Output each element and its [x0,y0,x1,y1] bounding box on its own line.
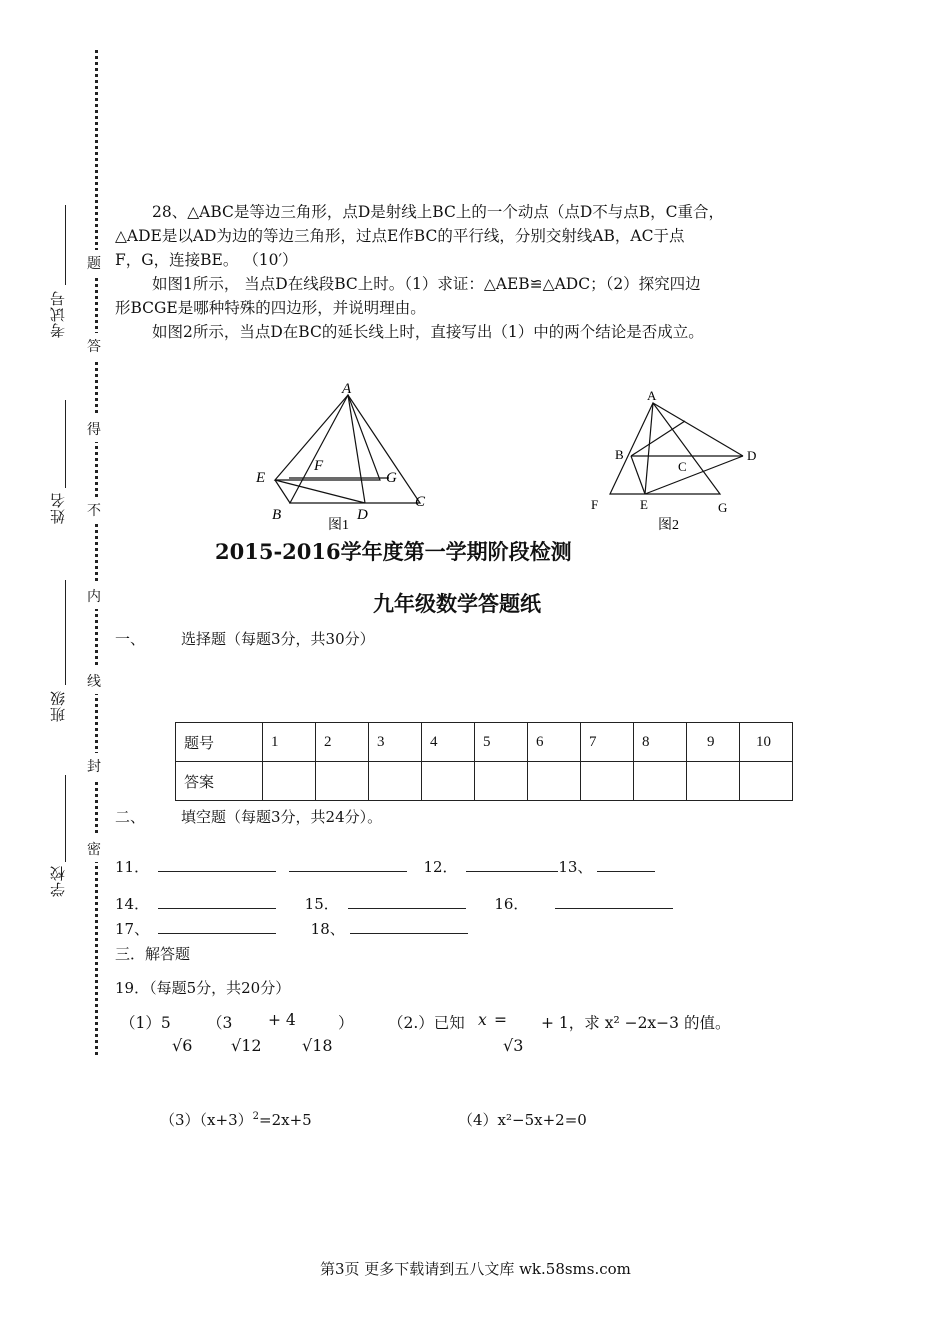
problem-28-line: 形BCGE是哪种特殊的四边形，并说明理由。 [115,299,426,317]
page-title: 2015-2016学年度第一学期阶段检测 [215,539,572,564]
table-cell-header: 题号 [176,723,263,762]
q14-blank[interactable] [158,894,276,909]
q17-label: 17、 [115,920,150,938]
fig1-label-a: A [342,381,352,397]
table-cell-number: 9 [687,723,740,762]
answer-cell[interactable] [475,762,528,801]
fig2-segment-ed [645,456,743,494]
fig1-label-b: B [272,507,282,523]
section-2-heading: 填空题（每题3分，共24分）。 [181,808,383,826]
q19-part1-open: （3 [207,1014,233,1032]
table-cell-number: 3 [369,723,422,762]
q15-blank[interactable] [348,894,466,909]
q11-blank-b[interactable] [289,857,407,872]
q19-part3-tail: =2x+5 [259,1111,312,1129]
page-footer: 第3页 更多下载请到五八文库 wk.58sms.com [320,1260,631,1278]
section-2-number: 二、 [115,808,146,826]
page-subtitle: 九年级数学答题纸 [373,591,541,616]
q13-label: 13、 [558,858,593,876]
q16-blank[interactable] [555,894,673,909]
q19-part1-lead: （1）5 [120,1014,171,1032]
fig1-segment-ad [348,395,365,503]
figure-2 [585,385,765,535]
seal-char: 密 [87,836,101,862]
answer-cell[interactable] [263,762,316,801]
seal-char: 答 [87,333,101,359]
table-cell-number: 10 [740,723,793,762]
fig2-label-b: B [615,447,624,462]
q12-blank[interactable] [466,857,558,872]
q18-label: 18、 [310,920,345,938]
fig2-segment-ad [653,403,743,456]
figure-1 [245,375,445,535]
seal-char: 题 [87,250,101,276]
table-cell-number: 6 [528,723,581,762]
fill-row [115,893,673,914]
binding-dotted-line [95,50,98,1055]
answer-cell[interactable] [316,762,369,801]
fig2-label-c: C [678,459,687,474]
sqrt3: √3 [503,1036,524,1055]
fill-row [115,856,655,877]
q16-label: 16． [494,895,529,913]
q19-part2-lead: （2.）已知 [388,1014,465,1032]
q11-blank-a[interactable] [158,857,276,872]
seal-char: 内 [87,583,101,609]
fig2-label-a: A [647,388,657,403]
fig1-triangle-abc [290,395,420,503]
q19-part1-close: ） [338,1014,354,1032]
fill-row [115,918,468,939]
q18-blank[interactable] [350,919,468,934]
fig1-label-g: G [386,470,397,486]
seal-char: 不 [87,497,101,523]
section-1-number: 一、 [115,630,146,648]
q19-part3 [160,1109,312,1130]
problem-28-line: 如图2所示，当点D在BC的延长线上时，直接写出（1）中的两个结论是否成立。 [152,323,704,341]
question-19-heading: 19．（每题5分，共20分） [115,979,291,997]
q19-part1-plus: + 4 [268,1011,296,1029]
table-cell-number: 2 [316,723,369,762]
seal-char: 封 [87,753,101,779]
answer-cell[interactable] [422,762,475,801]
fig1-segment-ed [275,480,365,503]
table-cell-number: 1 [263,723,316,762]
table-row [176,723,793,762]
q19-part2-eq: = [494,1011,507,1029]
problem-28-line: 如图1所示， 当点D在线段BC上时。（1）求证：△AEB≌△ADC；（2）探究四边 [152,275,701,293]
fig1-caption: 图1 [328,518,349,533]
q13-blank[interactable] [597,857,655,872]
fig2-segment-bc [631,421,685,456]
fig2-label-d: D [747,448,757,463]
q19-part3-sup: 2 [252,1111,259,1122]
q12-label: 12． [423,858,458,876]
section-1-heading: 选择题（每题3分，共30分） [181,630,375,648]
fig2-label-e: E [640,497,648,512]
seal-char: 线 [87,668,101,694]
q19-part3-lead: （3）（x+3） [160,1111,253,1129]
section-3-heading: 三．解答题 [115,945,191,963]
fig1-label-d: D [357,507,368,523]
q15-label: 15． [304,895,339,913]
answer-cell[interactable] [634,762,687,801]
q19-part4: （4）x²−5x+2=0 [458,1111,587,1129]
field-exam-number-label: 考试号 [49,290,67,338]
seal-char: 得 [87,416,101,442]
field-name-line [65,400,66,488]
sqrt12: √12 [231,1036,262,1055]
table-cell-number: 5 [475,723,528,762]
table-cell-number: 7 [581,723,634,762]
sqrt6: √6 [172,1036,193,1055]
field-school-label: 学校 [49,865,67,897]
q14-label: 14． [115,895,150,913]
problem-28-line: △ADE是以AD为边的等边三角形，过点E作BC的平行线，分别交射线AB，AC于点 [115,227,685,245]
problem-28 [115,200,850,344]
fig1-triangle-ade [275,395,380,480]
q19-part2-tail: + 1，求 x² −2x−3 的值。 [541,1014,731,1032]
field-exam-number-line [65,205,66,285]
table-cell-number: 8 [634,723,687,762]
fig2-triangle-afg [610,403,720,494]
problem-28-line: 28、△ABC是等边三角形，点D是射线上BC上的一个动点（点D不与点B，C重合， [152,203,725,221]
q11-label: 11． [115,858,150,876]
sqrt18: √18 [302,1036,333,1055]
fig2-segment-be [631,456,645,494]
field-class-line [65,580,66,685]
answer-cell[interactable] [528,762,581,801]
answer-cell[interactable] [369,762,422,801]
fig1-label-f: F [314,458,324,474]
fig2-label-g: G [718,500,728,515]
answer-cell[interactable] [581,762,634,801]
table-cell-header: 答案 [176,762,263,801]
field-class-label: 班级 [49,690,67,722]
fig2-caption: 图2 [658,518,679,533]
choice-answer-table [175,722,793,801]
answer-cell[interactable] [740,762,793,801]
field-name-label: 姓名 [49,492,67,524]
q17-blank[interactable] [158,919,276,934]
fig1-label-e: E [256,470,266,486]
field-school-line [65,775,66,862]
q19-part2-var: x [478,1011,487,1029]
fig1-label-c: C [415,494,426,510]
table-cell-number: 4 [422,723,475,762]
table-row [176,762,793,801]
problem-28-line: F，G，连接BE。 （10′） [115,251,298,269]
fig2-label-f: F [591,497,599,512]
answer-cell[interactable] [687,762,740,801]
